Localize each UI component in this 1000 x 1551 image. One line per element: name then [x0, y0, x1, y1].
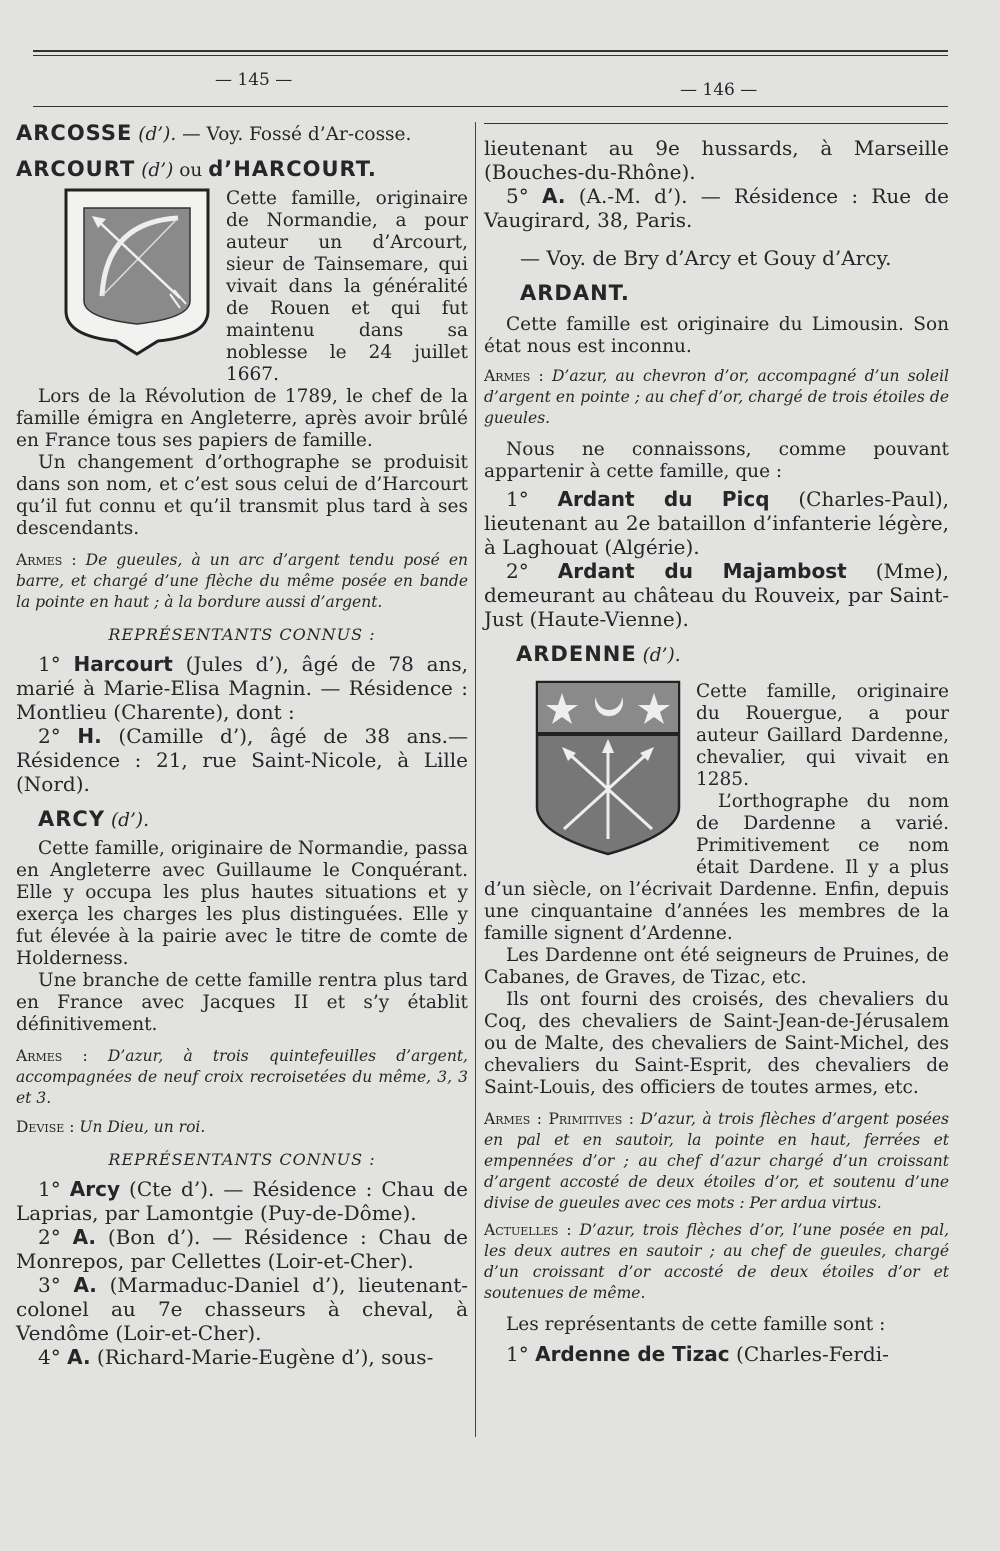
representative-name: Arcy: [69, 1177, 120, 1201]
item-number: 2°: [506, 559, 529, 583]
representative-details: (Bon d’). — Résidence : Chau de Monrepos, par Cellettes (Loir-et-Cher).: [16, 1225, 468, 1273]
item-number: 4°: [38, 1345, 61, 1369]
ardenne-paragraph-1: Cette famille, originaire du Rouergue, a pour auteur Gaillard Dardenne, chevalier, qui vivait en 1285.: [696, 681, 949, 790]
representative-name: Harcourt: [73, 652, 173, 676]
ardant-paragraph-2: Nous ne connaissons, comme pouvant appartenir à cette famille, que :: [484, 439, 949, 482]
arcourt-representative-1: [16, 652, 468, 724]
arms-label: Armes :: [16, 551, 77, 569]
arms-label: Armes :: [484, 367, 544, 385]
arcy-representative-3: [16, 1273, 468, 1345]
item-number: 2°: [38, 724, 61, 748]
arcy-paragraph-1: Cette famille, originaire de Normandie, passa en Angleterre avec Guillaume le Conquérant. Elle y occupa les plus hautes situations et y exerça les charges les plus distinguées. Elle y fut élevée à la pairie avec le titre de comte de Holderness.: [16, 838, 468, 969]
arms-text: D’azur, à trois quintefeuilles d’argent, accompagnées de neuf croix recroisetées du même, 3, 3 et 3.: [16, 1047, 468, 1107]
representative-name: A.: [67, 1345, 91, 1369]
arcy-motto: [16, 1117, 468, 1138]
item-number: 2°: [38, 1225, 61, 1249]
header-rule-right: [484, 123, 948, 124]
representative-details: (A.-M. d’). — Résidence : Rue de Vaugirard, 38, Paris.: [484, 184, 950, 232]
arcy-arms: [16, 1046, 468, 1109]
representative-name: A.: [542, 184, 566, 208]
arcourt-paragraph-3: Un changement d’orthographe se produisit dans son nom, et c’est sous celui de d’Harcourt qu’il fut connu et qu’il transmit plus tard à ses descendants.: [16, 452, 468, 539]
representative-details: (Mme), demeurant au château du Rouveix, par Saint-Just (Haute-Vienne).: [484, 559, 949, 631]
see-also: — Voy. Fossé d’Ar-cosse.: [182, 124, 412, 145]
continuation-text: lieutenant au 9e hussards, à Marseille (Bouches-du-Rhône).: [484, 136, 949, 184]
entry-arcy-heading: [16, 808, 468, 832]
column-divider: [475, 122, 476, 1437]
representative-name: A.: [73, 1273, 97, 1297]
see-also: — Voy. de Bry d’Arcy et Gouy d’Arcy.: [520, 246, 892, 270]
representative-details: (Charles-Ferdi-: [736, 1342, 889, 1366]
entry-particle: (d’): [141, 160, 174, 181]
arms-text: D’azur, à trois flèches d’argent posées en pal et en sautoir, la pointe en haut, ferrées et empennées d’or ; au chef d’azur chargé d’un croissant d’argent accosté de deux étoiles d’or, et soutenu d’une divise de gueules avec ces mots : Per ardua virtus.: [484, 1110, 949, 1212]
arcourt-paragraph-1: Cette famille, originaire de Normandie, a pour auteur un d’Arcourt, sieur de Tainsemare, qui vivait dans la généralité de Rouen et qui fut maintenu dans sa noblesse le 24 juillet 1667.: [226, 188, 468, 385]
top-rule-inner: [33, 55, 948, 56]
representative-details: (Jules d’), âgé de 78 ans, marié à Marie-Elisa Magnin. — Résidence : Montlieu (Charente), dont :: [16, 652, 469, 724]
item-number: 1°: [38, 652, 61, 676]
representatives-heading: REPRÉSENTANTS CONNUS :: [108, 625, 376, 644]
representative-details: (Marmaduc-Daniel d’), lieutenant-colonel au 7e chasseurs à cheval, à Vendôme (Loir-et-Cher).: [16, 1273, 468, 1345]
item-number: 1°: [38, 1177, 61, 1201]
ardant-representative-1: [484, 487, 949, 559]
entry-particle: (d’).: [138, 124, 177, 145]
ardenne-paragraph-2: L’orthographe du nom de Dardenne a varié. Primitivement ce nom était Dardene. Il y a plus d’un siècle, on l’écrivait Dardenne. Enfin, depuis une cinquantaine d’années les membres de la famille signent d’Ardenne.: [484, 791, 949, 944]
arms-label: Actuelles :: [484, 1221, 572, 1239]
representative-name: Ardenne de Tizac: [535, 1342, 730, 1366]
arcourt-arms: [16, 550, 468, 613]
representative-details: (Cte d’). — Résidence : Chau de Laprias, par Lamontgie (Puy-de-Dôme).: [16, 1177, 468, 1225]
item-number: 1°: [506, 1342, 529, 1366]
arcy-representative-1: [16, 1177, 468, 1225]
page-number-right: — 146 —: [680, 80, 758, 100]
entry-conjunction: ou: [179, 160, 203, 181]
entry-title: ARDANT.: [520, 281, 630, 305]
ardant-arms: [484, 366, 949, 429]
representative-name: A.: [72, 1225, 97, 1249]
entry-title: ARDENNE: [516, 642, 637, 666]
ardenne-paragraph-4: Ils ont fourni des croisés, des chevaliers du Coq, des chevaliers de Saint-Jean-de-Jérusalem ou de Malte, des chevaliers de Saint-Michel, des chevaliers du Saint-Esprit, des chevaliers de Saint-Louis, des officiers de toutes armes, etc.: [484, 989, 949, 1098]
representative-details: (Richard-Marie-Eugène d’), sous-: [96, 1345, 434, 1369]
top-rule-outer: [33, 50, 948, 52]
entry-alt-title: d’HARCOURT.: [208, 157, 377, 181]
entry-arcourt-heading: [16, 158, 468, 182]
entry-title: ARCY: [38, 807, 106, 831]
right-column: [484, 136, 949, 1366]
motto-label: Devise :: [16, 1118, 75, 1136]
arms-text: D’azur, au chevron d’or, accompagné d’un soleil d’argent en pointe ; au chef d’or, chargé de trois étoiles de gueules.: [484, 367, 949, 427]
entry-title: ARCOSSE: [16, 121, 133, 145]
arcy-representative-5: [484, 184, 949, 232]
item-number: 1°: [506, 487, 529, 511]
arms-text: D’azur, trois flèches d’or, l’une posée en pal, les deux autres en sautoir ; au chef de gueules, chargé d’un croissant d’or accosté de deux étoiles d’or et soutenues de même.: [484, 1221, 949, 1302]
motto-text: Un Dieu, un roi.: [79, 1118, 206, 1136]
representative-name: Ardant du Picq: [557, 487, 770, 511]
bow-arrow-shield-icon: [62, 186, 212, 356]
header-rule: [33, 106, 948, 107]
arrows-crescent-stars-shield-icon: [534, 679, 682, 857]
ardenne-paragraph-3: Les Dardenne ont été seigneurs de Pruines, de Cabanes, de Graves, de Tizac, etc.: [484, 945, 949, 988]
page-number-left: — 145 —: [215, 70, 293, 90]
arcourt-paragraph-2: Lors de la Révolution de 1789, le chef de la famille émigra en Angleterre, après avoir brûlé en France tous ses papiers de famille.: [16, 386, 468, 451]
entry-arcosse: [16, 122, 468, 146]
ardenne-arms-current: [484, 1220, 949, 1304]
arcy-representative-2: [16, 1225, 468, 1273]
arcy-paragraph-2: Une branche de cette famille rentra plus tard en France avec Jacques II et s’y établit définitivement.: [16, 970, 468, 1035]
arcourt-coat-of-arms: [62, 186, 212, 360]
arms-label: Armes : Primitives :: [484, 1110, 635, 1128]
arms-label: Armes :: [16, 1047, 88, 1065]
ardenne-arms-primitive: [484, 1109, 949, 1214]
entry-particle: (d’).: [642, 645, 681, 666]
arcourt-representative-2: [16, 724, 468, 796]
entry-title: ARCOURT: [16, 157, 136, 181]
item-number: 5°: [506, 184, 529, 208]
ardant-paragraph-1: Cette famille est originaire du Limousin. Son état nous est inconnu.: [484, 314, 949, 357]
ardenne-representative-1: [484, 1342, 949, 1366]
entry-ardant-heading: [484, 282, 949, 306]
representative-details: (Charles-Paul), lieutenant au 2e bataillon d’infanterie légère, à Laghouat (Algérie).: [484, 487, 950, 559]
arcy-representative-4: [16, 1345, 468, 1369]
ardenne-coat-of-arms: [534, 679, 682, 861]
entry-particle: (d’).: [110, 810, 149, 831]
ardenne-paragraph-5: Les représentants de cette famille sont :: [506, 1314, 886, 1335]
ardant-representative-2: [484, 559, 949, 631]
entry-ardenne-heading: [484, 643, 949, 667]
item-number: 3°: [38, 1273, 61, 1297]
left-column: [16, 122, 468, 1369]
representatives-heading: REPRÉSENTANTS CONNUS :: [108, 1150, 376, 1169]
representative-details: (Camille d’), âgé de 38 ans.— Résidence : 21, rue Saint-Nicole, à Lille (Nord).: [16, 724, 469, 796]
representative-name: H.: [77, 724, 102, 748]
arms-text: De gueules, à un arc d’argent tendu posé en barre, et chargé d’une flèche du même posée en bande la pointe en haut ; à la bordure aussi d’argent.: [16, 551, 468, 611]
representative-name: Ardant du Majambost: [557, 559, 847, 583]
